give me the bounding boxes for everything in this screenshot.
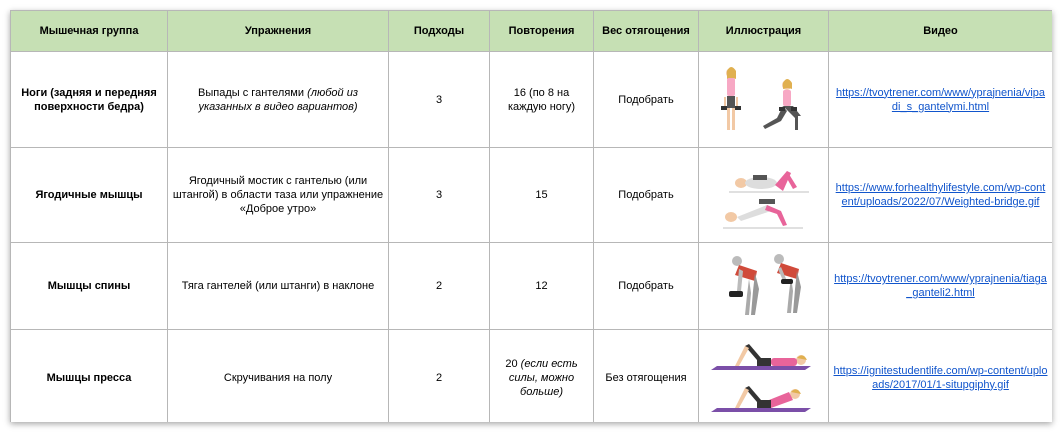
glute-bridge-illustration-image [709,155,819,235]
header-illustration: Иллюстрация [699,11,829,52]
muscle-group-cell: Ягодичные мышцы [11,148,168,243]
video-link[interactable]: https://www.forhealthylifestyle.com/wp-content/uploads/2022/07/Weighted-bridge.gif [835,182,1046,208]
illustration-cell [699,243,829,330]
video-link[interactable]: https://ignitestudentlife.com/wp-content/uploads/2017/01/1-situpgiphy.gif [833,364,1048,391]
header-row [11,11,1053,52]
illustration-cell [699,148,829,243]
exercise-text: Выпады с гантелями [198,86,305,99]
header-video: Видео [829,11,1053,52]
sets-cell: 3 [389,148,490,243]
header-reps: Повторения [490,11,594,52]
weight-cell: Подобрать [594,52,699,148]
sets-cell: 3 [389,52,490,148]
table-row [11,330,1053,423]
crunches-illustration-image [709,336,819,420]
header-exercises: Упражнения [168,11,389,52]
table-row [11,148,1053,243]
reps-cell: 12 [490,243,594,330]
weight-cell: Подобрать [594,148,699,243]
video-cell [829,148,1053,243]
weight-cell: Подобрать [594,243,699,330]
table-row [11,52,1053,148]
lunge-illustration-image [709,63,819,137]
exercise-cell: Ягодичный мостик с гантелью (или штангой) в области таза или упражнение «Доброе утро» [168,148,389,243]
muscle-group-cell: Ноги (задняя и передняя поверхности бедра) [11,52,168,148]
video-link[interactable]: https://tvoytrener.com/www/yprajnenia/tiaga_ganteli2.html [834,273,1047,299]
reps-cell [490,330,594,423]
table-row [11,243,1053,330]
video-cell [829,52,1053,148]
muscle-group-cell: Мышцы спины [11,243,168,330]
muscle-group-cell: Мышцы пресса [11,330,168,423]
exercise-cell: Тяга гантелей (или штанги) в наклоне [168,243,389,330]
exercise-cell: Скручивания на полу [168,330,389,423]
header-sets: Подходы [389,11,490,52]
reps-cell: 15 [490,148,594,243]
reps-note: (если есть силы, можно больше) [508,357,578,398]
sets-cell: 2 [389,330,490,423]
reps-text: 20 [505,357,518,370]
video-link[interactable]: https://tvoytrener.com/www/yprajnenia/vipadi_s_gantelymi.html [835,86,1046,113]
weight-cell: Без отягощения [594,330,699,423]
exercise-cell [168,52,389,148]
header-muscle-group: Мышечная группа [11,11,168,52]
workout-table [10,10,1052,422]
illustration-cell [699,330,829,423]
header-weight: Вес отягощения [594,11,699,52]
video-cell [829,243,1053,330]
exercise-note: (любой из указанных в видео вариантов) [198,86,358,113]
illustration-cell [699,52,829,148]
bent-over-row-illustration-image [709,249,819,323]
video-cell [829,330,1053,423]
spreadsheet-frame [10,10,1052,422]
reps-cell: 16 (по 8 на каждую ногу) [490,52,594,148]
sets-cell: 2 [389,243,490,330]
